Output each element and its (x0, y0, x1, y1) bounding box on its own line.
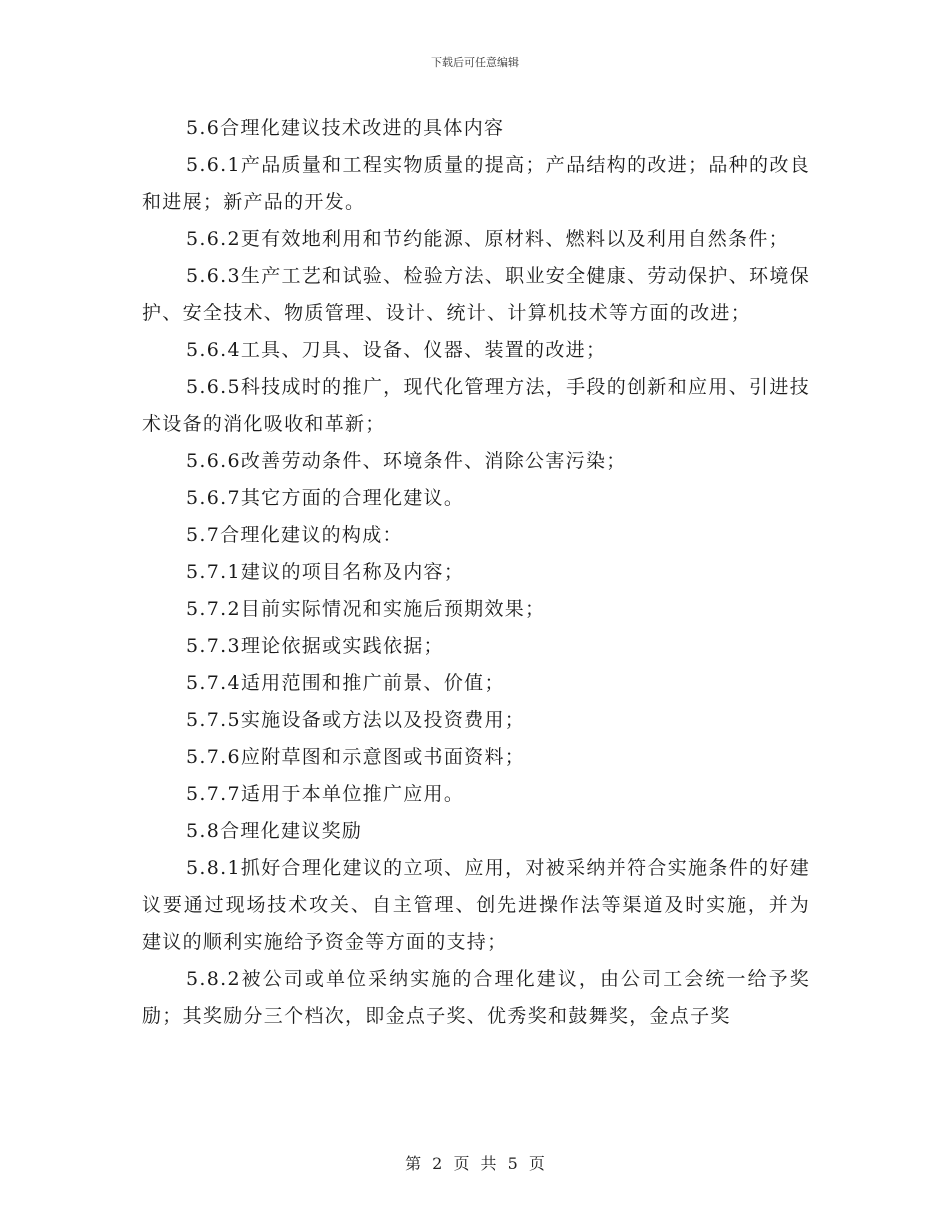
section-heading-5-6: 5.6合理化建议技术改进的具体内容 (186, 117, 505, 139)
document-body (142, 110, 810, 1035)
clause-5-6-7: 5.6.7其它方面的合理化建议。 (186, 487, 465, 509)
clause-5-6-6: 5.6.6改善劳动条件、环境条件、消除公害污染； (186, 450, 627, 472)
section-heading-5-7: 5.7合理化建议的构成： (186, 524, 403, 546)
clause-5-7-7: 5.7.7适用于本单位推广应用。 (186, 783, 465, 805)
clause-5-7-5: 5.7.5实施设备或方法以及投资费用； (186, 709, 526, 731)
clause-5-6-4: 5.6.4工具、刀具、设备、仪器、装置的改进； (186, 339, 607, 361)
clause-5-8-1: 5.8.1抓好合理化建议的立项、应用，对被采纳并符合实施条件的好建议要通过现场技术攻关、自主管理、创先进操作法等渠道及时实施，并为建议的顺利实施给予资金等方面的支持； (142, 857, 810, 953)
clause-5-7-4: 5.7.4适用范围和推广前景、价值； (186, 672, 505, 694)
page-number-footer: 第 2 页 共 5 页 (405, 1154, 545, 1173)
clause-5-7-2: 5.7.2目前实际情况和实施后预期效果； (186, 598, 546, 620)
clause-5-6-1: 5.6.1产品质量和工程实物质量的提高；产品结构的改进；品种的改良和进展；新产品的开发。 (142, 154, 810, 213)
clause-5-7-3: 5.7.3理论依据或实践依据； (186, 635, 444, 657)
clause-5-6-2: 5.6.2更有效地利用和节约能源、原材料、燃料以及利用自然条件； (186, 228, 789, 250)
page-header-note: 下载后可任意编辑 (431, 56, 519, 69)
clause-5-6-3: 5.6.3生产工艺和试验、检验方法、职业安全健康、劳动保护、环境保护、安全技术、物质管理、设计、统计、计算机技术等方面的改进； (142, 265, 810, 324)
clause-5-6-5: 5.6.5科技成时的推广，现代化管理方法，手段的创新和应用、引进技术设备的消化吸收和革新； (142, 376, 810, 435)
clause-5-8-2: 5.8.2被公司或单位采纳实施的合理化建议，由公司工会统一给予奖励；其奖励分三个档次，即金点子奖、优秀奖和鼓舞奖，金点子奖 (142, 968, 810, 1027)
clause-5-7-1: 5.7.1建议的项目名称及内容； (186, 561, 465, 583)
section-heading-5-8: 5.8合理化建议奖励 (186, 820, 363, 842)
clause-5-7-6: 5.7.6应附草图和示意图或书面资料； (186, 746, 526, 768)
